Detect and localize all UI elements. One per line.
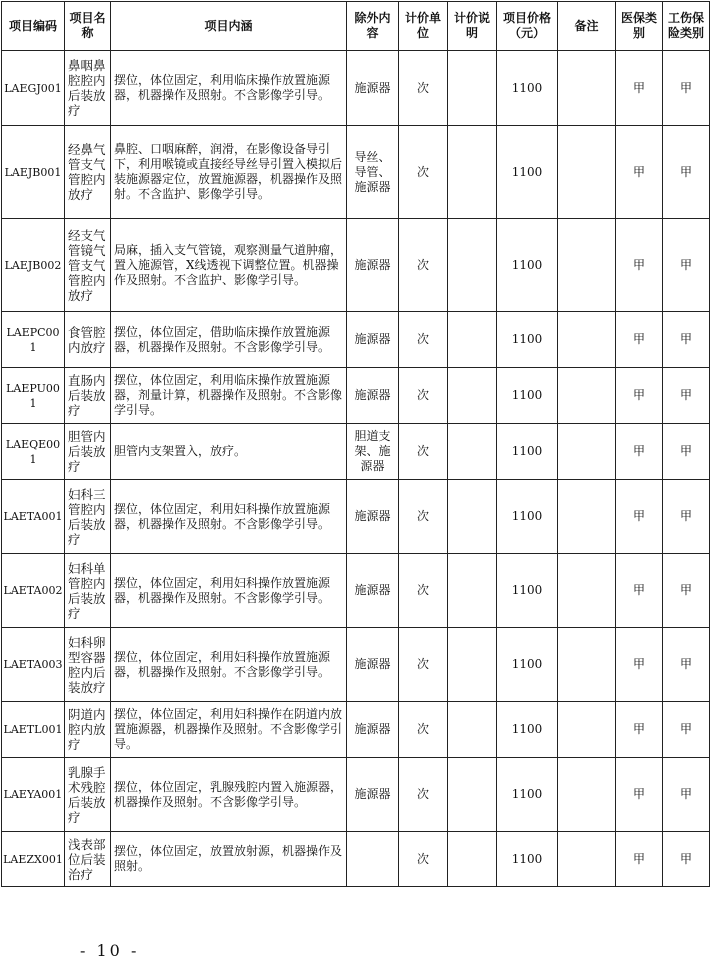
cell-note-price [448,758,497,832]
cell-remark [558,126,616,219]
cell-price: 1100 [497,832,558,887]
cell-unit: 次 [399,480,448,554]
cell-exclude: 施源器 [347,368,399,424]
cell-code: LAEZX001 [2,832,65,887]
price-table [1,1,710,887]
cell-remark [558,51,616,126]
cell-price: 1100 [497,554,558,628]
cell-price: 1100 [497,219,558,312]
cell-unit: 次 [399,758,448,832]
cell-exclude: 施源器 [347,702,399,758]
cell-remark [558,368,616,424]
cell-content: 摆位，体位固定，利用妇科操作放置施源器，机器操作及照射。不含影像学引导。 [111,628,347,702]
cell-med: 甲 [616,312,663,368]
cell-code: LAETA001 [2,480,65,554]
cell-name: 妇科单管腔内后装放疗 [65,554,111,628]
cell-med: 甲 [616,368,663,424]
cell-price: 1100 [497,51,558,126]
header-note-price: 计价说明 [448,2,497,51]
header-price: 项目价格（元） [497,2,558,51]
cell-content: 摆位，体位固定，利用临床操作放置施源器，机器操作及照射。不含影像学引导。 [111,51,347,126]
cell-content: 局麻，插入支气管镜，观察测量气道肿瘤，置入施源管，X线透视下调整位置。机器操作及照射。不含监护、影像学引导。 [111,219,347,312]
header-remark: 备注 [558,2,616,51]
cell-code: LAEYA001 [2,758,65,832]
cell-price: 1100 [497,126,558,219]
cell-med: 甲 [616,832,663,887]
cell-code: LAEJB002 [2,219,65,312]
cell-price: 1100 [497,368,558,424]
cell-exclude: 施源器 [347,219,399,312]
cell-unit: 次 [399,702,448,758]
cell-injury: 甲 [663,480,710,554]
cell-exclude: 胆道支架、施源器 [347,424,399,480]
cell-content: 胆管内支架置入，放疗。 [111,424,347,480]
page-number: - 10 - [80,941,140,960]
cell-exclude: 施源器 [347,51,399,126]
cell-injury: 甲 [663,554,710,628]
cell-injury: 甲 [663,219,710,312]
cell-injury: 甲 [663,312,710,368]
cell-exclude: 施源器 [347,758,399,832]
cell-price: 1100 [497,480,558,554]
cell-name: 乳腺手术残腔后装放疗 [65,758,111,832]
cell-med: 甲 [616,480,663,554]
cell-price: 1100 [497,702,558,758]
cell-note-price [448,702,497,758]
cell-note-price [448,628,497,702]
cell-remark [558,219,616,312]
cell-remark [558,424,616,480]
cell-exclude: 导丝、导管、施源器 [347,126,399,219]
cell-injury: 甲 [663,702,710,758]
cell-name: 浅表部位后装治疗 [65,832,111,887]
cell-remark [558,312,616,368]
cell-med: 甲 [616,424,663,480]
cell-note-price [448,424,497,480]
cell-med: 甲 [616,554,663,628]
cell-note-price [448,312,497,368]
cell-med: 甲 [616,219,663,312]
cell-code: LAEJB001 [2,126,65,219]
cell-code: LAEPC001 [2,312,65,368]
cell-remark [558,758,616,832]
cell-unit: 次 [399,628,448,702]
cell-note-price [448,219,497,312]
header-exclude: 除外内容 [347,2,399,51]
cell-med: 甲 [616,702,663,758]
header-med: 医保类别 [616,2,663,51]
cell-note-price [448,51,497,126]
cell-name: 妇科三管腔内后装放疗 [65,480,111,554]
cell-exclude: 施源器 [347,554,399,628]
cell-note-price [448,832,497,887]
header-injury: 工伤保险类别 [663,2,710,51]
cell-remark [558,702,616,758]
cell-price: 1100 [497,628,558,702]
cell-note-price [448,554,497,628]
cell-injury: 甲 [663,758,710,832]
cell-unit: 次 [399,424,448,480]
cell-injury: 甲 [663,368,710,424]
cell-price: 1100 [497,758,558,832]
cell-price: 1100 [497,424,558,480]
cell-code: LAETL001 [2,702,65,758]
table-row [2,628,710,702]
cell-med: 甲 [616,51,663,126]
cell-med: 甲 [616,126,663,219]
cell-content: 鼻腔、口咽麻醉，润滑，在影像设备导引下，利用喉镜或直接经导丝导引置入模拟后装施源器定位，放置施源器，机器操作及照射。不含监护、影像学引导。 [111,126,347,219]
cell-content: 摆位，体位固定，乳腺残腔内置入施源器，机器操作及照射。不含影像学引导。 [111,758,347,832]
cell-note-price [448,368,497,424]
cell-content: 摆位，体位固定，借助临床操作放置施源器，机器操作及照射。不含影像学引导。 [111,312,347,368]
table-row [2,832,710,887]
cell-unit: 次 [399,312,448,368]
cell-content: 摆位，体位固定，利用临床操作放置施源器，剂量计算，机器操作及照射。不含影像学引导。 [111,368,347,424]
cell-med: 甲 [616,758,663,832]
table-row [2,368,710,424]
table-row [2,424,710,480]
cell-unit: 次 [399,51,448,126]
cell-name: 鼻咽鼻腔腔内后装放疗 [65,51,111,126]
table-row [2,126,710,219]
cell-exclude [347,832,399,887]
header-name: 项目名称 [65,2,111,51]
cell-content: 摆位，体位固定，利用妇科操作放置施源器，机器操作及照射。不含影像学引导。 [111,554,347,628]
cell-unit: 次 [399,368,448,424]
cell-injury: 甲 [663,51,710,126]
cell-content: 摆位，体位固定，利用妇科操作放置施源器，机器操作及照射。不含影像学引导。 [111,480,347,554]
table-row [2,554,710,628]
cell-remark [558,628,616,702]
cell-note-price [448,126,497,219]
cell-injury: 甲 [663,832,710,887]
cell-unit: 次 [399,832,448,887]
table-row [2,480,710,554]
cell-code: LAEPU001 [2,368,65,424]
cell-name: 直肠内后装放疗 [65,368,111,424]
table-row [2,51,710,126]
cell-remark [558,480,616,554]
cell-name: 阴道内腔内放疗 [65,702,111,758]
cell-name: 食管腔内放疗 [65,312,111,368]
cell-note-price [448,480,497,554]
header-unit: 计价单位 [399,2,448,51]
cell-injury: 甲 [663,424,710,480]
table-row [2,219,710,312]
cell-unit: 次 [399,126,448,219]
cell-remark [558,832,616,887]
cell-name: 经支气管镜气管支气管腔内放疗 [65,219,111,312]
header-code: 项目编码 [2,2,65,51]
table-row [2,758,710,832]
cell-med: 甲 [616,628,663,702]
cell-injury: 甲 [663,628,710,702]
cell-injury: 甲 [663,126,710,219]
cell-code: LAETA002 [2,554,65,628]
table-row [2,702,710,758]
cell-code: LAEQE001 [2,424,65,480]
cell-exclude: 施源器 [347,312,399,368]
cell-code: LAEGJ001 [2,51,65,126]
cell-unit: 次 [399,219,448,312]
cell-content: 摆位，体位固定，放置放射源，机器操作及照射。 [111,832,347,887]
table-row [2,312,710,368]
cell-name: 妇科卵型容器腔内后装放疗 [65,628,111,702]
cell-price: 1100 [497,312,558,368]
header-content: 项目内涵 [111,2,347,51]
cell-exclude: 施源器 [347,628,399,702]
cell-unit: 次 [399,554,448,628]
cell-name: 胆管内后装放疗 [65,424,111,480]
cell-code: LAETA003 [2,628,65,702]
cell-exclude: 施源器 [347,480,399,554]
cell-name: 经鼻气管支气管腔内放疗 [65,126,111,219]
cell-remark [558,554,616,628]
cell-content: 摆位，体位固定，利用妇科操作在阴道内放置施源器，机器操作及照射。不含影像学引导。 [111,702,347,758]
header-row [2,2,710,51]
